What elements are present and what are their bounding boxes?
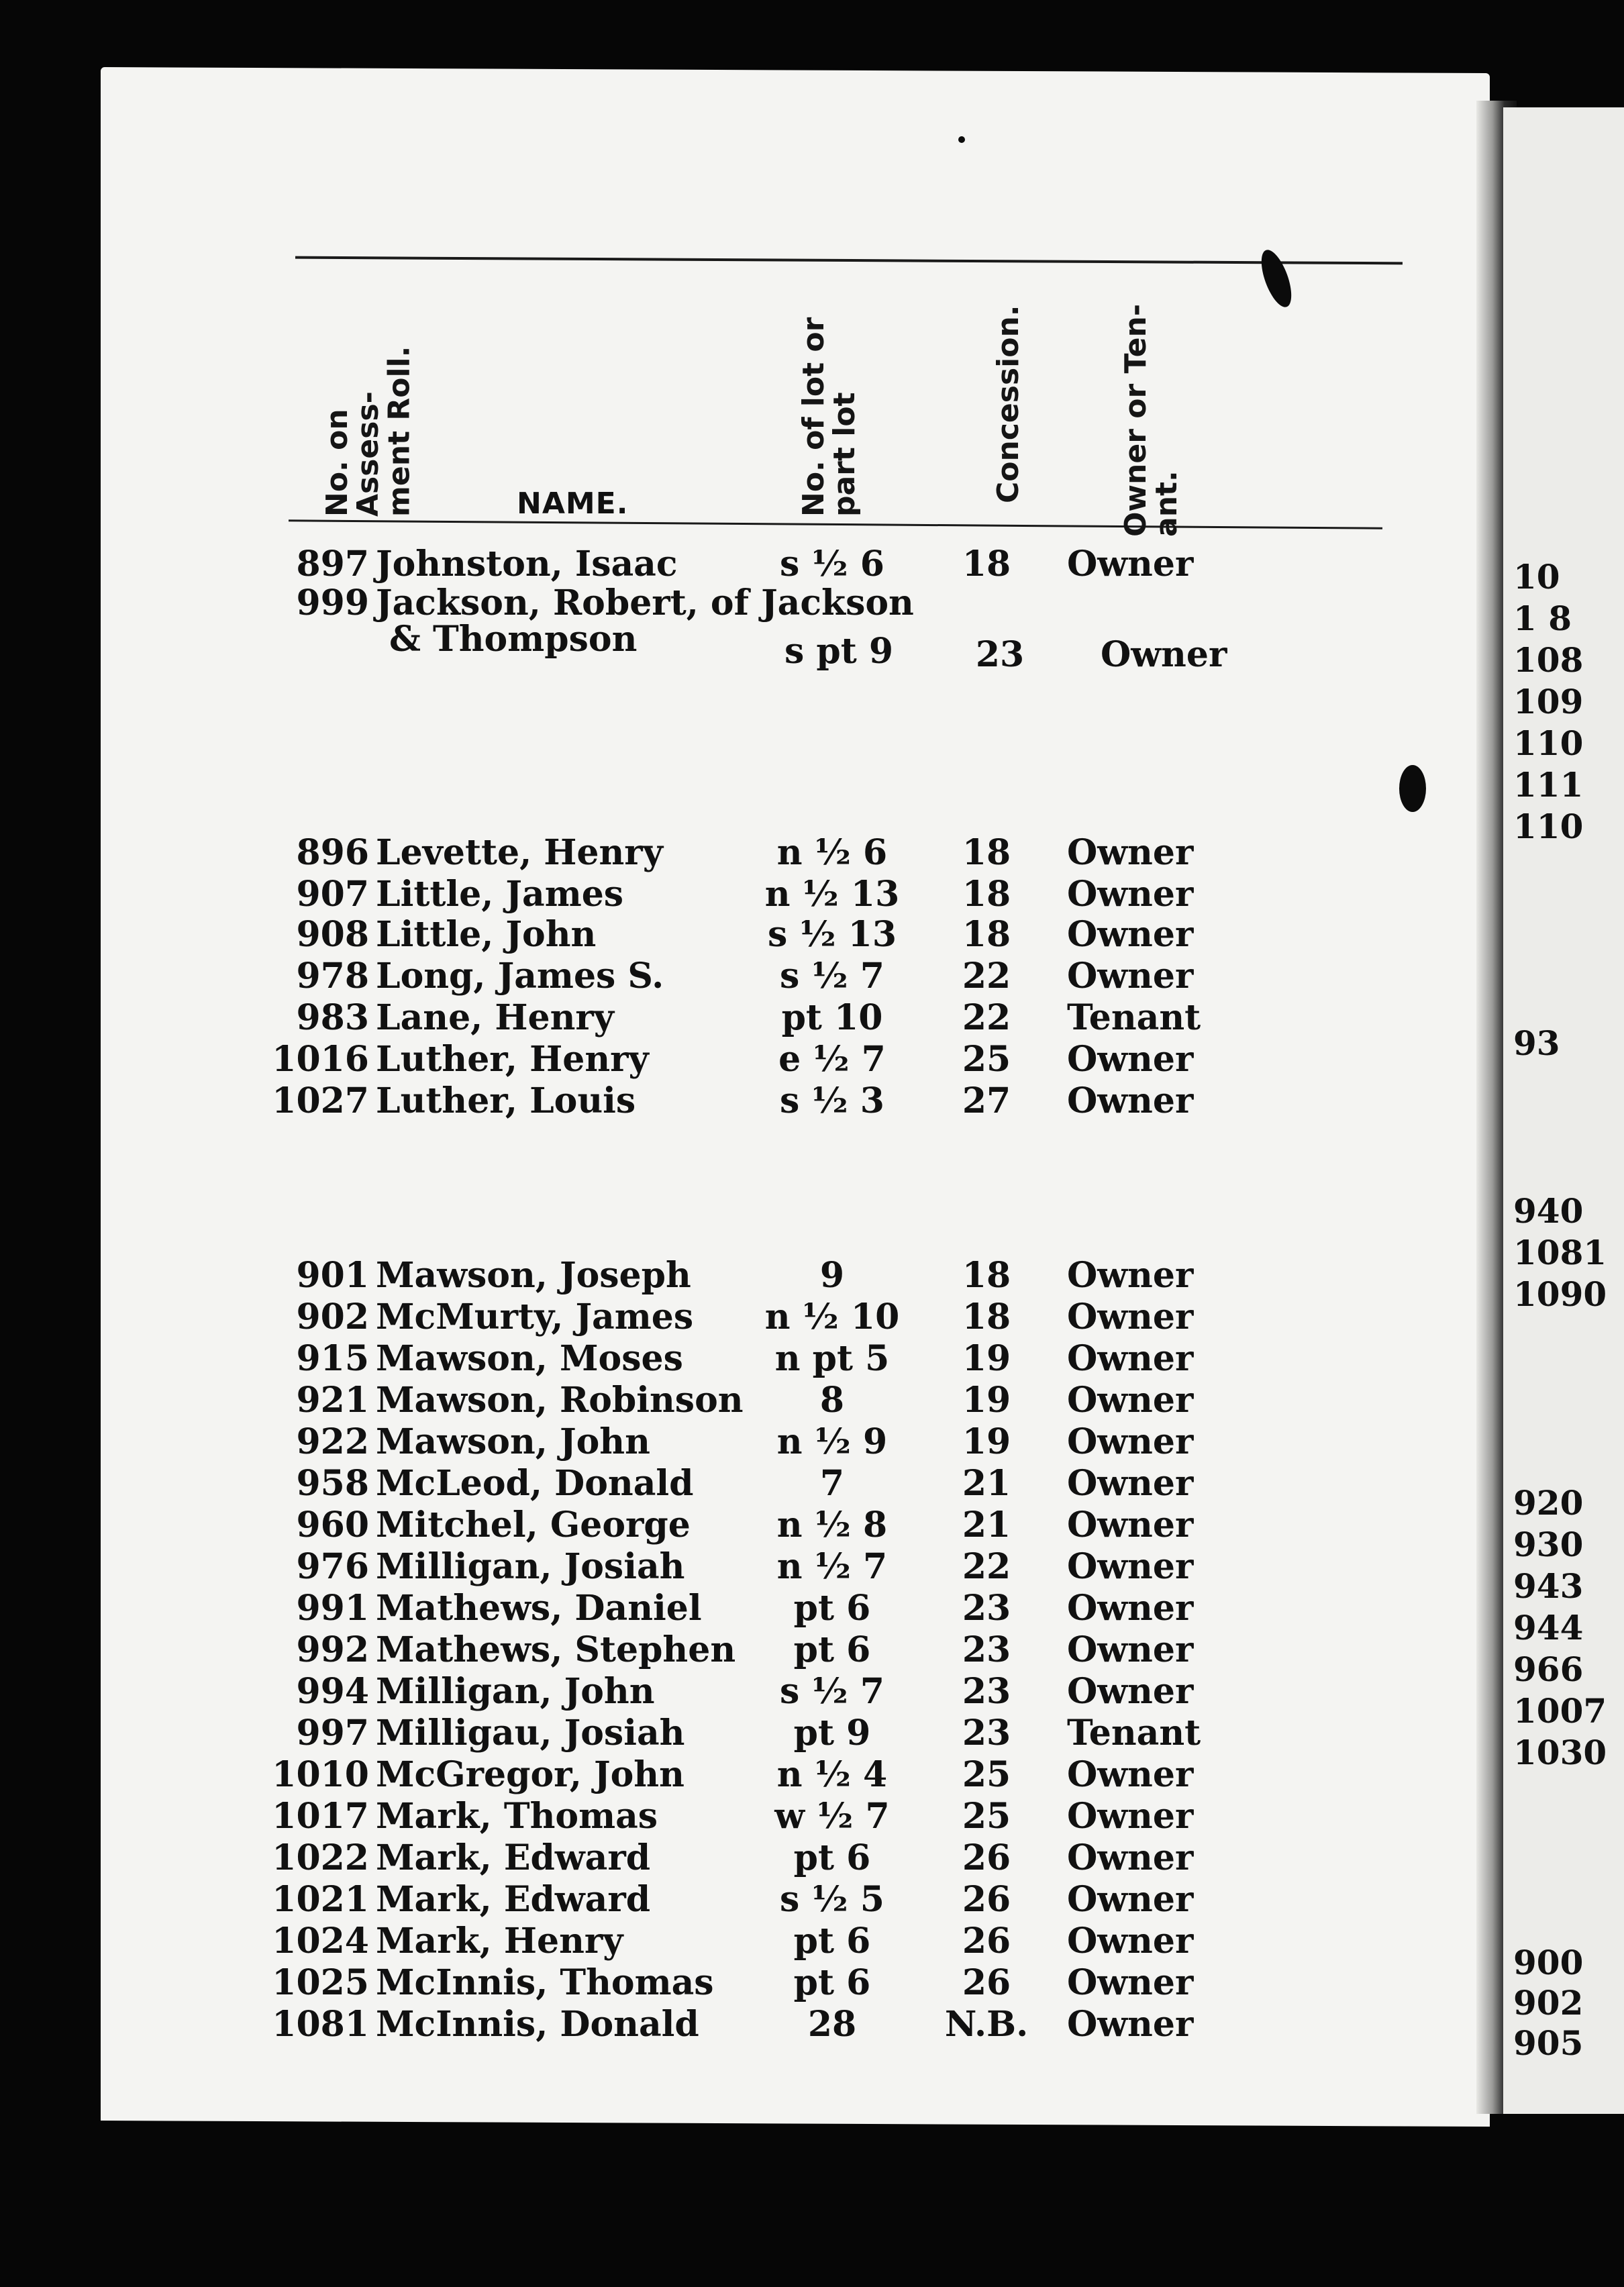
- concession-number: 25: [962, 1039, 1011, 1080]
- assessment-no: 1022: [272, 1837, 369, 1878]
- assessment-no: 960: [296, 1505, 369, 1545]
- assessment-no: 915: [296, 1338, 369, 1379]
- table-row: [0, 1588, 1409, 1629]
- holder-name: McLeod, Donald: [376, 1463, 694, 1504]
- assessment-no: 994: [296, 1671, 369, 1712]
- lot-number: 8: [819, 1380, 845, 1421]
- concession-number: 21: [962, 1463, 1011, 1504]
- facing-page-number: 110: [1513, 807, 1584, 846]
- holder-name: Mathews, Daniel: [376, 1588, 702, 1629]
- continuation-lot: s pt 9: [784, 631, 894, 672]
- concession-number: 26: [962, 1879, 1011, 1920]
- table-row: [0, 1671, 1409, 1713]
- assessment-no: 1016: [272, 1039, 369, 1080]
- lot-number: 28: [807, 2004, 857, 2045]
- holder-name: Mark, Edward: [376, 1879, 651, 1920]
- table-row: [0, 1754, 1409, 1796]
- assessment-no: 983: [296, 997, 369, 1038]
- facing-page-number: 10: [1513, 557, 1560, 597]
- owner-status: Owner: [1067, 1921, 1194, 1962]
- owner-status: Owner: [1067, 1671, 1194, 1712]
- holder-name: Little, John: [376, 914, 597, 955]
- holder-name: Mathews, Stephen: [376, 1629, 736, 1670]
- table-row: [0, 1039, 1409, 1080]
- holder-name: McGregor, John: [376, 1754, 684, 1795]
- holder-name: Long, James S.: [376, 956, 664, 997]
- header-assessment-no: No. on Assess- ment Roll.: [320, 346, 417, 517]
- assessment-no: 902: [296, 1297, 369, 1337]
- owner-status: Owner: [1067, 832, 1194, 873]
- ink-speck: [958, 136, 965, 143]
- concession-number: 21: [962, 1505, 1011, 1545]
- owner-status: Owner: [1067, 1505, 1194, 1545]
- lot-number: pt 6: [793, 1588, 871, 1629]
- assessment-no: 897: [296, 544, 369, 585]
- concession-number: 18: [962, 914, 1011, 955]
- lot-number: s ½ 7: [780, 956, 884, 997]
- assessment-no: 958: [296, 1463, 369, 1504]
- table-row: [0, 1879, 1409, 1921]
- lot-number: n ½ 8: [776, 1505, 888, 1545]
- table-row: [0, 956, 1409, 997]
- facing-page-number: 1007: [1513, 1691, 1607, 1731]
- concession-number: 26: [962, 1962, 1011, 2003]
- header-concession: Concession.: [991, 305, 1025, 503]
- concession-number: 23: [962, 1713, 1011, 1754]
- concession-number: 22: [962, 1546, 1011, 1587]
- assessment-no: 921: [296, 1380, 369, 1421]
- assessment-no: 997: [296, 1713, 369, 1754]
- lot-number: n ½ 4: [776, 1754, 888, 1795]
- facing-page-number: 110: [1513, 723, 1584, 763]
- header-owner-tenant: Owner or Ten- ant.: [1119, 303, 1184, 537]
- lot-number: pt 6: [793, 1962, 871, 2003]
- concession-number: 22: [962, 997, 1011, 1038]
- facing-page-number: 93: [1513, 1023, 1560, 1063]
- table-row: [0, 832, 1409, 874]
- concession-number: 23: [962, 1588, 1011, 1629]
- assessment-no: 976: [296, 1546, 369, 1587]
- lot-number: e ½ 7: [778, 1039, 886, 1080]
- table-row: [0, 1921, 1409, 1962]
- facing-page-number: 920: [1513, 1483, 1584, 1523]
- owner-status: Owner: [1067, 1796, 1194, 1837]
- table-row: [0, 1380, 1409, 1421]
- assessment-no: 1024: [272, 1921, 369, 1962]
- facing-page-edge: [1503, 107, 1624, 2114]
- owner-status: Owner: [1067, 1039, 1194, 1080]
- assessment-no: 991: [296, 1588, 369, 1629]
- table-row: [0, 1796, 1409, 1837]
- table-row: [0, 1421, 1409, 1463]
- concession-number: 25: [962, 1796, 1011, 1837]
- lot-number: w ½ 7: [774, 1796, 890, 1837]
- facing-page-number: 940: [1513, 1191, 1584, 1231]
- holder-name: Mitchel, George: [376, 1505, 691, 1545]
- owner-status: Owner: [1067, 1879, 1194, 1920]
- owner-status: Owner: [1067, 1962, 1194, 2003]
- owner-status: Owner: [1067, 1080, 1194, 1121]
- table-row: [0, 1546, 1409, 1588]
- lot-number: s ½ 7: [780, 1671, 884, 1712]
- table-row: [0, 1713, 1409, 1754]
- lot-number: n pt 5: [774, 1338, 890, 1379]
- assessment-no: 908: [296, 914, 369, 955]
- lot-number: 7: [819, 1463, 845, 1504]
- facing-page-number: 944: [1513, 1608, 1584, 1647]
- holder-name: McInnis, Donald: [376, 2004, 699, 2045]
- holder-name: McMurty, James: [376, 1297, 694, 1337]
- assessment-no: 1017: [272, 1796, 369, 1837]
- lot-number: n ½ 7: [776, 1546, 888, 1587]
- holder-name: Mark, Thomas: [376, 1796, 658, 1837]
- assessment-no: 1010: [272, 1754, 369, 1795]
- lot-number: pt 6: [793, 1837, 871, 1878]
- concession-number: N.B.: [944, 2004, 1029, 2045]
- lot-number: pt 9: [793, 1713, 871, 1754]
- concession-number: 26: [962, 1921, 1011, 1962]
- owner-status: Owner: [1067, 1255, 1194, 1296]
- holder-name: Milligan, Josiah: [376, 1546, 685, 1587]
- facing-page-number: 905: [1513, 2023, 1584, 2063]
- lot-number: s ½ 5: [780, 1879, 884, 1920]
- owner-status: Owner: [1067, 1837, 1194, 1878]
- assessment-no: 999: [296, 582, 369, 623]
- concession-number: 23: [962, 1671, 1011, 1712]
- holder-name: Luther, Henry: [376, 1039, 649, 1080]
- table-row: [0, 1629, 1409, 1671]
- facing-page-number: 109: [1513, 682, 1584, 721]
- holder-name: Little, James: [376, 874, 624, 915]
- owner-status: Owner: [1067, 1421, 1194, 1462]
- holder-name: Luther, Louis: [376, 1080, 636, 1121]
- owner-status: Owner: [1067, 874, 1194, 915]
- concession-number: 25: [962, 1754, 1011, 1795]
- facing-page-number: 108: [1513, 640, 1584, 680]
- facing-page-number: 1090: [1513, 1274, 1607, 1314]
- assessment-no: 922: [296, 1421, 369, 1462]
- table-row: [0, 1255, 1409, 1297]
- lot-number: s ½ 6: [780, 544, 884, 585]
- holder-name: McInnis, Thomas: [376, 1962, 714, 2003]
- holder-name: Mawson, Robinson: [376, 1380, 744, 1421]
- holder-name: Lane, Henry: [376, 997, 614, 1038]
- table-row: [0, 874, 1409, 915]
- assessment-no: 1081: [272, 2004, 369, 2045]
- lot-number: n ½ 6: [776, 832, 888, 873]
- concession-number: 18: [962, 832, 1011, 873]
- table-row: [0, 544, 1409, 585]
- assessment-no: 896: [296, 832, 369, 873]
- table-row: [0, 1338, 1409, 1380]
- table-row: [0, 582, 1409, 624]
- table-row: [0, 914, 1409, 956]
- assessment-no: 978: [296, 956, 369, 997]
- concession-number: 23: [962, 1629, 1011, 1670]
- concession-number: 18: [962, 874, 1011, 915]
- concession-number: 18: [962, 1255, 1011, 1296]
- holder-name: Mawson, John: [376, 1421, 650, 1462]
- lot-number: s ½ 3: [780, 1080, 884, 1121]
- concession-number: 19: [962, 1421, 1011, 1462]
- concession-number: 22: [962, 956, 1011, 997]
- facing-page-number: 930: [1513, 1525, 1584, 1564]
- holder-name: Mawson, Joseph: [376, 1255, 691, 1296]
- table-row: [0, 1505, 1409, 1546]
- facing-page-number: 966: [1513, 1649, 1584, 1689]
- owner-status: Owner: [1067, 1297, 1194, 1337]
- facing-page-number: 1030: [1513, 1733, 1607, 1772]
- owner-status: Owner: [1067, 544, 1194, 585]
- concession-number: 27: [962, 1080, 1011, 1121]
- lot-number: n ½ 10: [764, 1297, 900, 1337]
- owner-status: Owner: [1067, 1588, 1194, 1629]
- lot-number: 9: [819, 1255, 845, 1296]
- holder-name: Johnston, Isaac: [376, 544, 678, 585]
- concession-number: 19: [962, 1380, 1011, 1421]
- table-row: [0, 1837, 1409, 1879]
- concession-number: 18: [962, 1297, 1011, 1337]
- holder-name: Jackson, Robert, of Jackson: [376, 582, 914, 623]
- owner-status: Owner: [1067, 1463, 1194, 1504]
- table-row: [0, 1080, 1409, 1122]
- owner-status: Owner: [1067, 1546, 1194, 1587]
- owner-status: Tenant: [1067, 1713, 1201, 1754]
- assessment-no: 1025: [272, 1962, 369, 2003]
- continuation-name: & Thompson: [389, 619, 638, 660]
- holder-name: Milligau, Josiah: [376, 1713, 685, 1754]
- owner-status: Tenant: [1067, 997, 1201, 1038]
- owner-status: Owner: [1067, 956, 1194, 997]
- lot-number: pt 10: [781, 997, 883, 1038]
- table-row: [0, 1962, 1409, 2004]
- owner-status: Owner: [1067, 1380, 1194, 1421]
- assessment-no: 1021: [272, 1879, 369, 1920]
- assessment-no: 907: [296, 874, 369, 915]
- lot-number: pt 6: [793, 1921, 871, 1962]
- holder-name: Mawson, Moses: [376, 1338, 683, 1379]
- table-row: [0, 997, 1409, 1039]
- table-row: [0, 1463, 1409, 1505]
- owner-status: Owner: [1067, 914, 1194, 955]
- facing-page-number: 1 8: [1513, 599, 1572, 638]
- table-row: [0, 1297, 1409, 1338]
- owner-status: Owner: [1067, 2004, 1194, 2045]
- concession-number: 26: [962, 1837, 1011, 1878]
- header-name: NAME.: [517, 487, 629, 521]
- holder-name: Levette, Henry: [376, 832, 663, 873]
- lot-number: n ½ 9: [776, 1421, 888, 1462]
- header-lot: No. of lot or part lot: [797, 317, 862, 517]
- owner-status: Owner: [1067, 1754, 1194, 1795]
- facing-page-number: 1081: [1513, 1233, 1607, 1272]
- facing-page-number: 900: [1513, 1943, 1584, 1982]
- holder-name: Mark, Edward: [376, 1837, 651, 1878]
- holder-name: Milligan, John: [376, 1671, 655, 1712]
- lot-number: pt 6: [793, 1629, 871, 1670]
- concession-number: 18: [962, 544, 1011, 585]
- assessment-no: 992: [296, 1629, 369, 1670]
- holder-name: Mark, Henry: [376, 1921, 623, 1962]
- facing-page-number: 902: [1513, 1983, 1584, 2023]
- concession-number: 19: [962, 1338, 1011, 1379]
- lot-number: s ½ 13: [767, 914, 897, 955]
- lot-number: n ½ 13: [764, 874, 900, 915]
- continuation-owner: Owner: [1101, 634, 1227, 675]
- ink-blot: [1399, 765, 1426, 812]
- table-row: [0, 2004, 1409, 2045]
- facing-page-number: 943: [1513, 1566, 1584, 1606]
- owner-status: Owner: [1067, 1629, 1194, 1670]
- assessment-no: 1027: [272, 1080, 369, 1121]
- assessment-no: 901: [296, 1255, 369, 1296]
- facing-page-number: 111: [1513, 765, 1584, 805]
- continuation-concession: 23: [975, 634, 1025, 675]
- owner-status: Owner: [1067, 1338, 1194, 1379]
